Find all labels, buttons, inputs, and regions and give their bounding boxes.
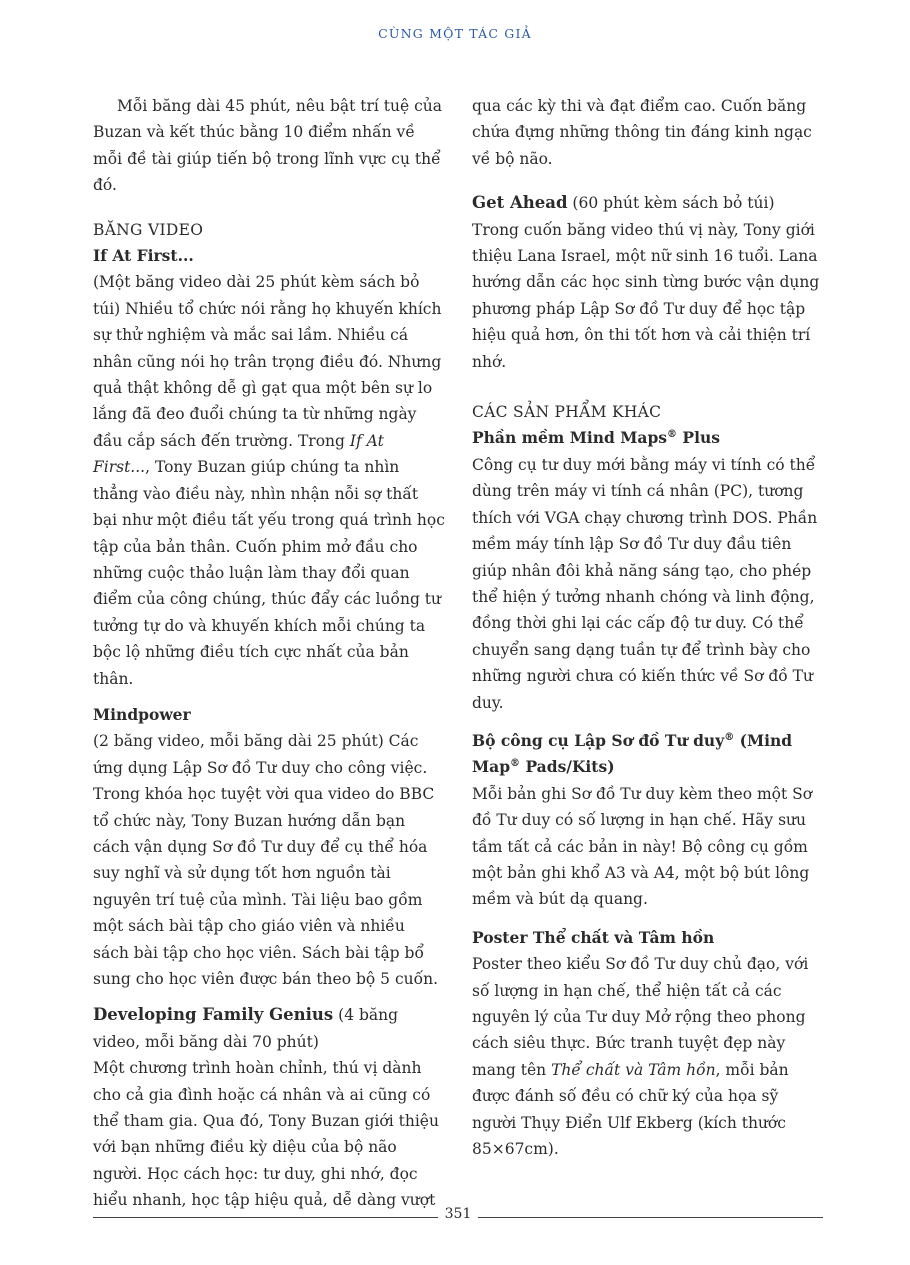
mindpower-block bbox=[93, 702, 445, 992]
kits-block bbox=[472, 728, 824, 913]
get-ahead-body: Trong cuốn băng video thú vị này, Tony giới thiệu Lana Israel, một nữ sinh 16 tuổi. Lana hướng dẫn các học sinh từng bước vận dụng phương pháp Lập Sơ đồ Tư duy để học tập hiệu quả hơn, ôn thi tốt hơn và cải thiện trí nhớ. bbox=[472, 220, 820, 371]
poster-body-a: Poster theo kiểu Sơ đồ Tư duy chủ đạo, với số lượng in hạn chế, thể hiện tất cả các nguyên lý của Tư duy Mở rộng theo phong cách siêu thực. Bức tranh tuyệt đẹp này mang tên bbox=[472, 955, 809, 1079]
get-ahead-title-rest: (60 phút kèm sách bỏ túi) bbox=[567, 194, 775, 213]
poster-body-italic: Thể chất và Tâm hồn bbox=[551, 1060, 716, 1079]
software-title bbox=[472, 425, 824, 451]
family-genius-title-rest: (4 băng video, mỗi băng dài 70 phút) bbox=[93, 1006, 399, 1051]
family-genius-block bbox=[93, 1002, 445, 1213]
poster-block bbox=[472, 925, 824, 1163]
poster-body-b: , mỗi bản được đánh số đều có chữ ký của họa sỹ người Thụy Điển Ulf Ekberg (kích thước 85×67cm). bbox=[472, 1060, 789, 1159]
software-block bbox=[472, 399, 824, 716]
get-ahead-title: Get Ahead bbox=[472, 193, 568, 213]
intro-block bbox=[93, 93, 445, 199]
intro-paragraph: Mỗi băng dài 45 phút, nêu bật trí tuệ của Buzan và kết thúc bằng 10 điểm nhấn về mỗi đề tài giúp tiến bộ trong lĩnh vực cụ thể đó. bbox=[93, 97, 443, 195]
page-number: 351 bbox=[444, 1206, 472, 1222]
family-genius-continued: qua các kỳ thi và đạt điểm cao. Cuốn băng chứa đựng những thông tin đáng kinh ngạc về bộ não. bbox=[472, 97, 812, 168]
get-ahead-block bbox=[472, 190, 824, 375]
poster-title: Poster Thể chất và Tâm hồn bbox=[472, 927, 715, 947]
software-body: Công cụ tư duy mới bằng máy vi tính có thể dùng trên máy vi tính cá nhân (PC), tương thích với VGA chạy chương trình DOS. Phần mềm máy tính lập Sơ đồ Tư duy đầu tiên giúp nhân đôi khả năng sáng tạo, cho phép thể hiện ý tưởng nhanh chóng và linh động, đồng thời ghi lại các cấp độ tư duy. Có thể chuyển sang dạng tuần tự để trình bày cho những người chưa có kiến thức về Sơ đồ Tư duy. bbox=[472, 455, 818, 712]
if-at-first-body-a: (Một băng video dài 25 phút kèm sách bỏ túi) Nhiều tổ chức nói rằng họ khuyến khích sự thử nghiệm và mắc sai lầm. Nhiều cá nhân cũng nói họ trân trọng điều đó. Nhưng quả thật không dễ gì gạt qua một bên sự lo lắng đã đeo đuổi chúng ta từ những ngày đầu cắp sách đến trường. Trong bbox=[93, 273, 442, 450]
software-title-a: Phần mềm Mind Maps bbox=[472, 428, 668, 448]
footer-rule-left bbox=[93, 1217, 438, 1218]
if-at-first-body-b: , Tony Buzan giúp chúng ta nhìn thẳng vào điều này, nhìn nhận nỗi sợ thất bại như một điều tất yếu trong quá trình học tập của bản thân. Cuốn phim mở đầu cho những cuộc thảo luận làm thay đổi quan điểm của công chúng, thúc đẩy các luồng tư tưởng tự do và khuyến khích mỗi chúng ta bộc lộ những điều tích cực nhất của bản thân. bbox=[93, 458, 445, 688]
software-title-b: Plus bbox=[677, 428, 720, 448]
family-genius-body: Một chương trình hoàn chỉnh, thú vị dành cho cả gia đình hoặc cá nhân và ai cũng có thể tham gia. Qua đó, Tony Buzan giới thiệu với bạn những điều kỳ diệu của bộ não người. Học cách học: tư duy, ghi nhớ, đọc hiểu nhanh, học tập hiệu quả, dễ dàng vượt bbox=[93, 1059, 439, 1210]
mindpower-body: (2 băng video, mỗi băng dài 25 phút) Các ứng dụng Lập Sơ đồ Tư duy cho công việc. Trong khóa học tuyệt vời qua video do BBC tổ chức này, Tony Buzan hướng dẫn bạn cách vận dụng Sơ đồ Tư duy để cụ thể hóa suy nghĩ và sử dụng tốt hơn nguồn tài nguyên trí tuệ của mình. Tài liệu bao gồm một sách bài tập cho giáo viên và nhiều sách bài tập cho học viên. Sách bài tập bổ sung cho học viên được bán theo bộ 5 cuốn. bbox=[93, 732, 438, 988]
video-section-heading: BĂNG VIDEO bbox=[93, 220, 204, 239]
registered-mark: ® bbox=[724, 731, 735, 743]
running-header: CÙNG MỘT TÁC GIẢ bbox=[378, 26, 532, 41]
kits-title-a: Bộ công cụ Lập Sơ đồ Tư duy bbox=[472, 730, 725, 750]
kits-title-b: (Mind Map bbox=[472, 730, 793, 777]
get-ahead-heading bbox=[472, 190, 824, 216]
poster-body bbox=[472, 951, 824, 1162]
if-at-first-block bbox=[93, 217, 445, 692]
mindpower-title: Mindpower bbox=[93, 704, 191, 724]
kits-title-c: Pads/Kits) bbox=[520, 757, 615, 777]
if-at-first-body bbox=[93, 269, 445, 692]
right-column bbox=[472, 93, 824, 1172]
family-genius-title: Developing Family Genius bbox=[93, 1005, 334, 1025]
footer-rule-right bbox=[478, 1217, 823, 1218]
other-products-heading: CÁC SẢN PHẨM KHÁC bbox=[472, 403, 662, 422]
if-at-first-title: If At First... bbox=[93, 246, 194, 266]
family-genius-heading bbox=[93, 1002, 445, 1055]
left-column bbox=[93, 93, 445, 1224]
page-footer bbox=[93, 1206, 823, 1226]
registered-mark: ® bbox=[510, 758, 521, 770]
family-genius-continued-block bbox=[472, 93, 824, 172]
registered-mark: ® bbox=[667, 429, 678, 441]
if-at-first-body-italic: If At First... bbox=[93, 431, 384, 477]
kits-body: Mỗi bản ghi Sơ đồ Tư duy kèm theo một Sơ đồ Tư duy có số lượng in hạn chế. Hãy sưu tầm tất cả các bản in này! Bộ công cụ gồm một bản ghi khổ A3 và A4, một bộ bút lông mềm và bút dạ quang. bbox=[472, 784, 813, 909]
kits-title bbox=[472, 728, 824, 781]
